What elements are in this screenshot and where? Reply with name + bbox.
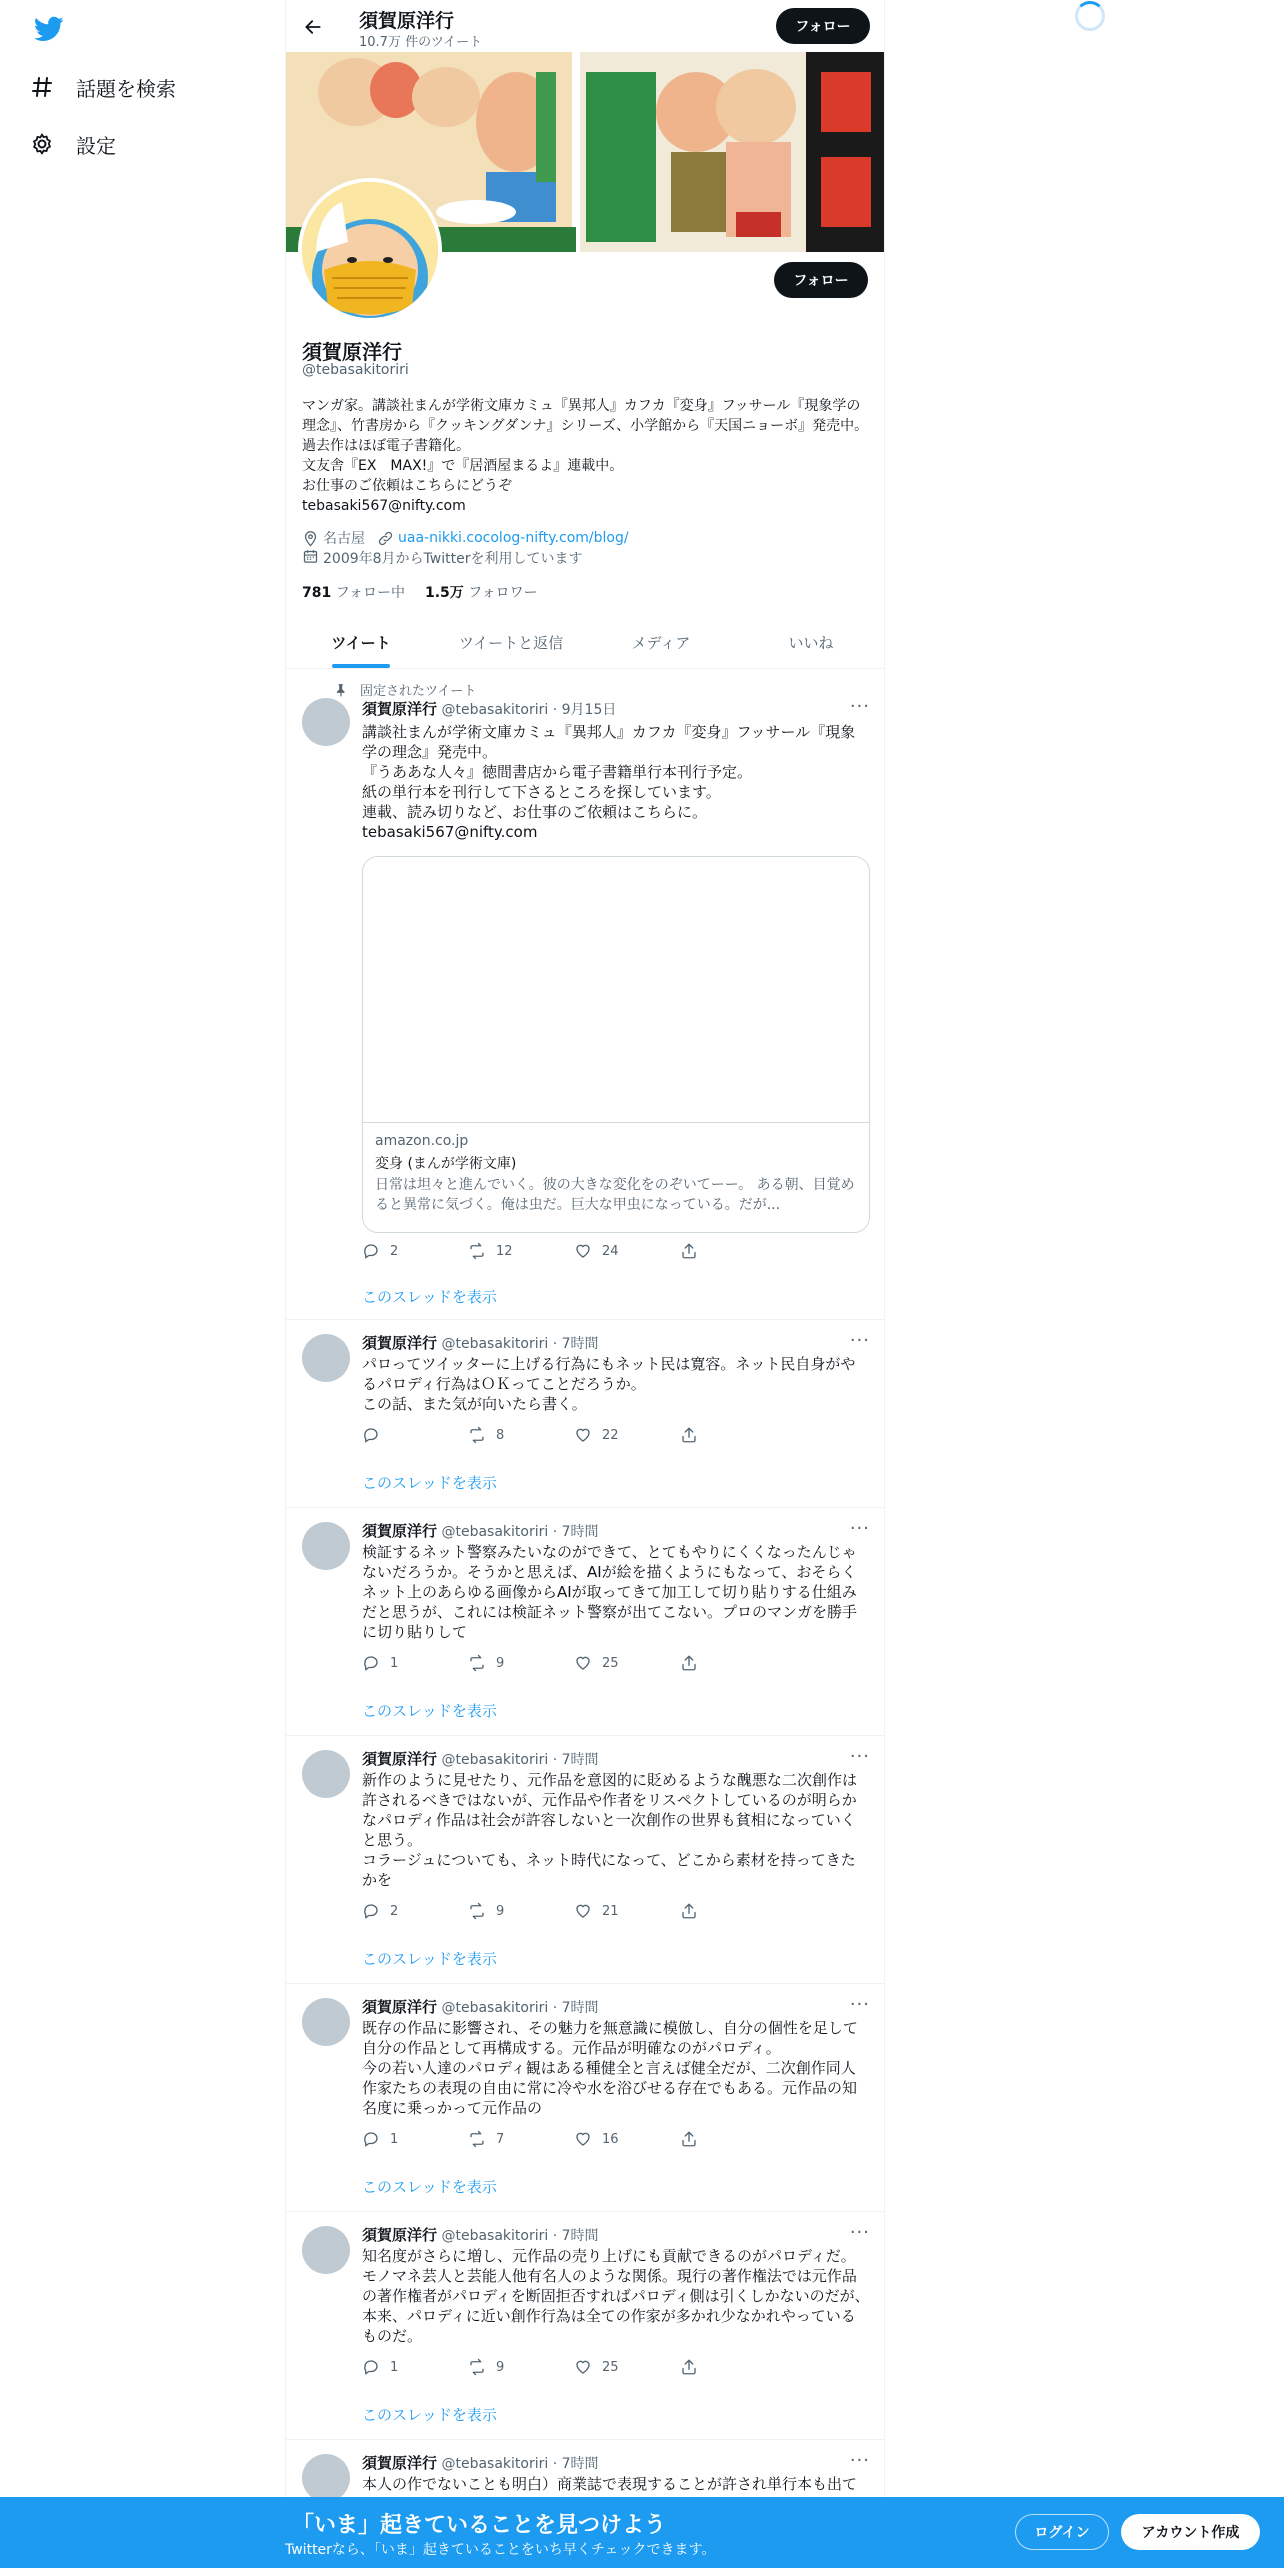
tweet-time[interactable]: 7時間	[561, 2228, 599, 2244]
tweet-item[interactable]	[286, 1320, 885, 1508]
like-icon	[574, 2130, 592, 2148]
retweet-button[interactable]	[468, 1902, 574, 1920]
tweet-item[interactable]	[286, 1984, 885, 2212]
back-button[interactable]	[298, 12, 328, 42]
profile-stats	[302, 582, 538, 602]
nav-explore[interactable]	[28, 65, 176, 109]
like-button[interactable]	[574, 1902, 680, 1920]
profile-url[interactable]	[377, 528, 629, 548]
tweet-item[interactable]	[286, 1508, 885, 1736]
reply-button[interactable]	[362, 1902, 468, 1920]
reply-count: 1	[390, 2359, 399, 2375]
hashtag-icon	[28, 73, 56, 101]
loading-spinner	[1075, 1, 1105, 31]
pinned-indicator	[334, 680, 476, 699]
nav-settings[interactable]	[28, 122, 116, 166]
more-icon[interactable]: ···	[849, 1746, 870, 1767]
like-icon	[574, 1654, 592, 1672]
tweet-text: 検証するネット警察みたいなのができて、とてもやりにくくなったんじゃないだろうか。そうかと思えば、AIが絵を描くようにもなって、おそらくネット上のあらゆる画像からAIが取ってきて加工して切り貼りする仕組みだと思うが、これには検証ネット警察が出てこない。プロのマンガを勝手に切り貼りして	[362, 1543, 858, 1641]
tab-tweets[interactable]: ツイート	[286, 616, 436, 668]
like-count: 16	[602, 2131, 619, 2147]
card-description: 日常は坦々と進んでいく。彼の大きな変化をのぞいてーー。 ある朝、目覚めると異常に気づく。俺は虫だ。巨大な甲虫になっている。だが...	[375, 1177, 855, 1213]
tweet-item[interactable]	[286, 670, 885, 1320]
tweet-time[interactable]: 7時間	[561, 2000, 599, 2016]
following-count: 781	[302, 585, 332, 601]
tab-media[interactable]: メディア	[631, 633, 691, 652]
retweet-button[interactable]	[468, 2130, 574, 2148]
tweet-handle[interactable]: @tebasakitoriri	[441, 1524, 549, 1540]
pinned-label: 固定されたツイート	[360, 684, 477, 699]
share-button[interactable]	[680, 1902, 786, 1920]
back-arrow-icon	[303, 17, 323, 37]
retweet-count: 9	[496, 1655, 505, 1671]
more-icon[interactable]: ···	[849, 2450, 870, 2471]
profile-location	[302, 528, 365, 548]
link-icon	[377, 530, 394, 547]
signup-banner-title: 「いま」起きていることを見つけよう	[292, 2513, 667, 2538]
tweet-actions	[362, 1654, 786, 1672]
retweet-icon	[468, 1654, 486, 1672]
pin-icon	[334, 683, 348, 697]
tweet-actions	[362, 1242, 786, 1260]
retweet-icon	[468, 1426, 486, 1444]
retweet-count: 8	[496, 1427, 505, 1443]
tweet-actions	[362, 2358, 786, 2376]
tweet-author[interactable]: 須賀原洋行	[362, 1998, 438, 2016]
retweet-icon	[468, 1242, 486, 1260]
tweet-author[interactable]: 須賀原洋行	[362, 1522, 438, 1540]
nav-explore-label: 話題を検索	[76, 76, 176, 101]
signup-banner-subtitle: Twitterなら、「いま」起きていることをいち早くチェックできます。	[285, 2542, 716, 2558]
tweet-handle[interactable]: @tebasakitoriri	[441, 702, 549, 718]
tweet-handle[interactable]: @tebasakitoriri	[441, 2228, 549, 2244]
tweet-text: 既存の作品に影響され、その魅力を無意識に模倣し、自分の個性を足して自分の作品として再構成する。元作品が明確なのがパロディ。 今の若い人達のパロディ観はある種健全と言えば健全だが、二次創作同人作家たちの表現の自由に常に冷や水を浴びせる存在でもある。元作品の知名度に乗っかって元作品の	[362, 2019, 858, 2117]
nav-settings-label: 設定	[76, 133, 116, 158]
share-button[interactable]	[680, 2130, 786, 2148]
show-thread-link[interactable]: このスレッドを表示	[362, 1950, 497, 1968]
tweet-header: 須賀原洋行 @tebasakitoriri · 7時間	[362, 2454, 599, 2472]
reply-button[interactable]	[362, 2358, 468, 2376]
like-button[interactable]	[574, 2130, 680, 2148]
like-button[interactable]	[574, 1654, 680, 1672]
profile-handle: @tebasakitoriri	[302, 362, 409, 378]
like-icon	[574, 1242, 592, 1260]
card-image	[363, 857, 869, 1123]
followers-label: フォロワー	[468, 585, 538, 601]
profile-column	[285, 0, 885, 2568]
header-follow-button[interactable]: フォロー	[776, 8, 870, 44]
retweet-count: 7	[496, 2131, 505, 2147]
signup-button[interactable]: アカウント作成	[1121, 2514, 1260, 2550]
profile-header-bar	[286, 0, 885, 52]
tweet-author[interactable]: 須賀原洋行	[362, 1334, 438, 1352]
retweet-count: 9	[496, 1903, 505, 1919]
tab-tweets-and-replies[interactable]: ツイートと返信	[458, 633, 564, 652]
reply-icon	[362, 1242, 380, 1260]
tweet-time[interactable]: 7時間	[561, 1524, 599, 1540]
retweet-button[interactable]	[468, 1242, 574, 1260]
like-count: 21	[602, 1903, 619, 1919]
profile-follow-button[interactable]: フォロー	[774, 262, 868, 298]
more-icon[interactable]: ···	[849, 1330, 870, 1351]
tweet-handle[interactable]: @tebasakitoriri	[441, 2456, 549, 2472]
following-stat[interactable]	[302, 582, 405, 602]
like-button[interactable]	[574, 1426, 680, 1444]
tweet-text: 新作のように見せたり、元作品を意図的に貶めるような醜悪な二次創作は許されるべきではないが、元作品や作者をリスペクトしているのが明らかなパロディ作品は社会が許容しないと一次創作の世界も貧相になっていくと思う。 コラージュについても、ネット時代になって、どこから素材を持ってきたかを	[362, 1771, 858, 1889]
profile-location-text: 名古屋	[323, 531, 365, 547]
twitter-logo-icon[interactable]	[32, 14, 66, 44]
reply-icon	[362, 2130, 380, 2148]
reply-button[interactable]	[362, 1654, 468, 1672]
profile-name: 須賀原洋行	[302, 340, 402, 364]
retweet-icon	[468, 1902, 486, 1920]
like-count: 25	[602, 1655, 619, 1671]
retweet-icon	[468, 2130, 486, 2148]
reply-count: 1	[390, 2131, 399, 2147]
share-button[interactable]	[680, 1654, 786, 1672]
like-button[interactable]	[574, 2358, 680, 2376]
share-icon	[680, 1654, 698, 1672]
like-button[interactable]	[574, 1242, 680, 1260]
following-label: フォロー中	[335, 585, 405, 601]
location-icon	[302, 530, 319, 547]
share-icon	[680, 2130, 698, 2148]
tweet-header: 須賀原洋行 @tebasakitoriri · 9月15日	[362, 700, 617, 718]
profile-joined-text: 2009年8月からTwitterを利用しています	[323, 551, 583, 567]
tweet-handle[interactable]: @tebasakitoriri	[441, 1752, 549, 1768]
profile-meta	[302, 528, 629, 548]
reply-icon	[362, 1426, 380, 1444]
profile-joined	[302, 548, 582, 568]
tweet-header: 須賀原洋行 @tebasakitoriri · 7時間	[362, 1998, 599, 2016]
login-button[interactable]: ログイン	[1015, 2514, 1109, 2550]
show-thread-link[interactable]: このスレッドを表示	[362, 1474, 497, 1492]
show-thread-link[interactable]: このスレッドを表示	[362, 1288, 497, 1306]
more-icon[interactable]: ···	[849, 1518, 870, 1539]
like-icon	[574, 2358, 592, 2376]
retweet-button[interactable]	[468, 1426, 574, 1444]
header-name: 須賀原洋行	[359, 10, 455, 32]
gear-icon	[28, 130, 56, 158]
retweet-button[interactable]	[468, 2358, 574, 2376]
followers-count: 1.5万	[425, 585, 464, 601]
calendar-icon	[302, 548, 319, 565]
tweet-actions	[362, 1902, 786, 1920]
tweet-header: 須賀原洋行 @tebasakitoriri · 7時間	[362, 2226, 599, 2244]
profile-bio: マンガ家。講談社まんが学術文庫カミュ『異邦人』カフカ『変身』フッサール『現象学の理念』、竹書房から『クッキングダンナ』シリーズ、小学館から『天国ニョーボ』発売中。過去作はほぼ電子書籍化。 文友舎『EX MAX!』で『居酒屋まるよ』連載中。 お仕事のご依頼はこちらにどうぞ tebasaki567@nifty.com	[302, 398, 869, 514]
tweet-header: 須賀原洋行 @tebasakitoriri · 7時間	[362, 1522, 599, 1540]
card-title: 変身 (まんが学術文庫)	[375, 1156, 517, 1172]
avatar-image	[302, 182, 438, 318]
share-button[interactable]	[680, 1426, 786, 1444]
header-tweet-count: 10.7万 件のツイート	[359, 35, 483, 50]
tweet-actions	[362, 1426, 786, 1444]
tweet-time[interactable]: 7時間	[561, 1336, 599, 1352]
like-count: 22	[602, 1427, 619, 1443]
tweet-item[interactable]	[286, 2212, 885, 2440]
tweet-actions	[362, 2130, 786, 2148]
share-button[interactable]	[680, 2358, 786, 2376]
reply-count: 2	[390, 1903, 399, 1919]
reply-button[interactable]	[362, 1242, 468, 1260]
retweet-count: 9	[496, 2359, 505, 2375]
tweet-time[interactable]: 7時間	[561, 1752, 599, 1768]
tweet-avatar[interactable]	[302, 698, 350, 746]
show-thread-link[interactable]: このスレッドを表示	[362, 1702, 497, 1720]
tweet-avatar[interactable]	[302, 1334, 350, 1382]
reply-icon	[362, 1902, 380, 1920]
tweet-time[interactable]: 9月15日	[561, 702, 617, 718]
tweet-text: 知名度がさらに増し、元作品の売り上げにも貢献できるのがパロディだ。モノマネ芸人と芸能人他有名人のような関係。現行の著作権法では元作品の著作権者がパロディを断固拒否すればパロディ側は引くしかないのだが、本来、パロディに近い創作行為は全ての作家が多かれ少なかれやっているものだ。	[362, 2247, 870, 2345]
show-thread-link[interactable]: このスレッドを表示	[362, 2406, 497, 2424]
profile-tabs	[286, 616, 885, 669]
more-icon[interactable]: ···	[849, 1994, 870, 2015]
profile-avatar[interactable]	[298, 178, 442, 322]
reply-icon	[362, 1654, 380, 1672]
share-icon	[680, 1902, 698, 1920]
tweet-time[interactable]: 7時間	[561, 2456, 599, 2472]
link-card[interactable]	[362, 856, 870, 1233]
tweet-author[interactable]: 須賀原洋行	[362, 700, 438, 718]
tweet-handle[interactable]: @tebasakitoriri	[441, 2000, 549, 2016]
reply-button[interactable]	[362, 2130, 468, 2148]
card-domain: amazon.co.jp	[375, 1133, 469, 1149]
tweet-header: 須賀原洋行 @tebasakitoriri · 7時間	[362, 1334, 599, 1352]
tweet-avatar[interactable]	[302, 1998, 350, 2046]
retweet-icon	[468, 2358, 486, 2376]
tweet-author[interactable]: 須賀原洋行	[362, 2454, 438, 2472]
signup-banner	[0, 2497, 1284, 2568]
retweet-count: 12	[496, 1243, 513, 1259]
show-thread-link[interactable]: このスレッドを表示	[362, 2178, 497, 2196]
tweet-author[interactable]: 須賀原洋行	[362, 2226, 438, 2244]
tweet-author[interactable]: 須賀原洋行	[362, 1750, 438, 1768]
more-icon[interactable]: ···	[849, 2222, 870, 2243]
tweet-avatar[interactable]	[302, 2454, 350, 2502]
tweet-avatar[interactable]	[302, 2226, 350, 2274]
tweet-handle[interactable]: @tebasakitoriri	[441, 1336, 549, 1352]
like-count: 25	[602, 2359, 619, 2375]
like-icon	[574, 1902, 592, 1920]
like-count: 24	[602, 1243, 619, 1259]
share-icon	[680, 1426, 698, 1444]
reply-count: 2	[390, 1243, 399, 1259]
reply-count: 1	[390, 1655, 399, 1671]
share-icon	[680, 1242, 698, 1260]
tweet-text: 講談社まんが学術文庫カミュ『異邦人』カフカ『変身』フッサール『現象学の理念』発売中。 『うああな人々』徳間書店から電子書籍単行本刊行予定。 紙の単行本を刊行して下さるところを探しています。 連載、読み切りなど、お仕事のご依頼はこちらに。 tebasaki567@nifty.com	[362, 723, 856, 841]
tweet-avatar[interactable]	[302, 1522, 350, 1570]
like-icon	[574, 1426, 592, 1444]
tweet-header: 須賀原洋行 @tebasakitoriri · 7時間	[362, 1750, 599, 1768]
reply-icon	[362, 2358, 380, 2376]
tab-likes[interactable]: いいね	[788, 633, 834, 652]
tweet-item[interactable]	[286, 1736, 885, 1984]
tweet-text: 本人の作でないことも明白）商業誌で表現することが許され単行本も出て	[362, 2475, 858, 2493]
reply-button[interactable]	[362, 1426, 468, 1444]
profile-url-text[interactable]: uaa-nikki.cocolog-nifty.com/blog/	[398, 530, 629, 546]
retweet-button[interactable]	[468, 1654, 574, 1672]
share-button[interactable]	[680, 1242, 786, 1260]
tweet-text: パロってツイッターに上げる行為にもネット民は寛容。ネット民自身がやるパロディ行為はＯＫってことだろうか。 この話、また気が向いたら書く。	[362, 1355, 856, 1413]
more-icon[interactable]: ···	[849, 696, 870, 717]
share-icon	[680, 2358, 698, 2376]
tweet-avatar[interactable]	[302, 1750, 350, 1798]
followers-stat[interactable]	[425, 582, 538, 602]
